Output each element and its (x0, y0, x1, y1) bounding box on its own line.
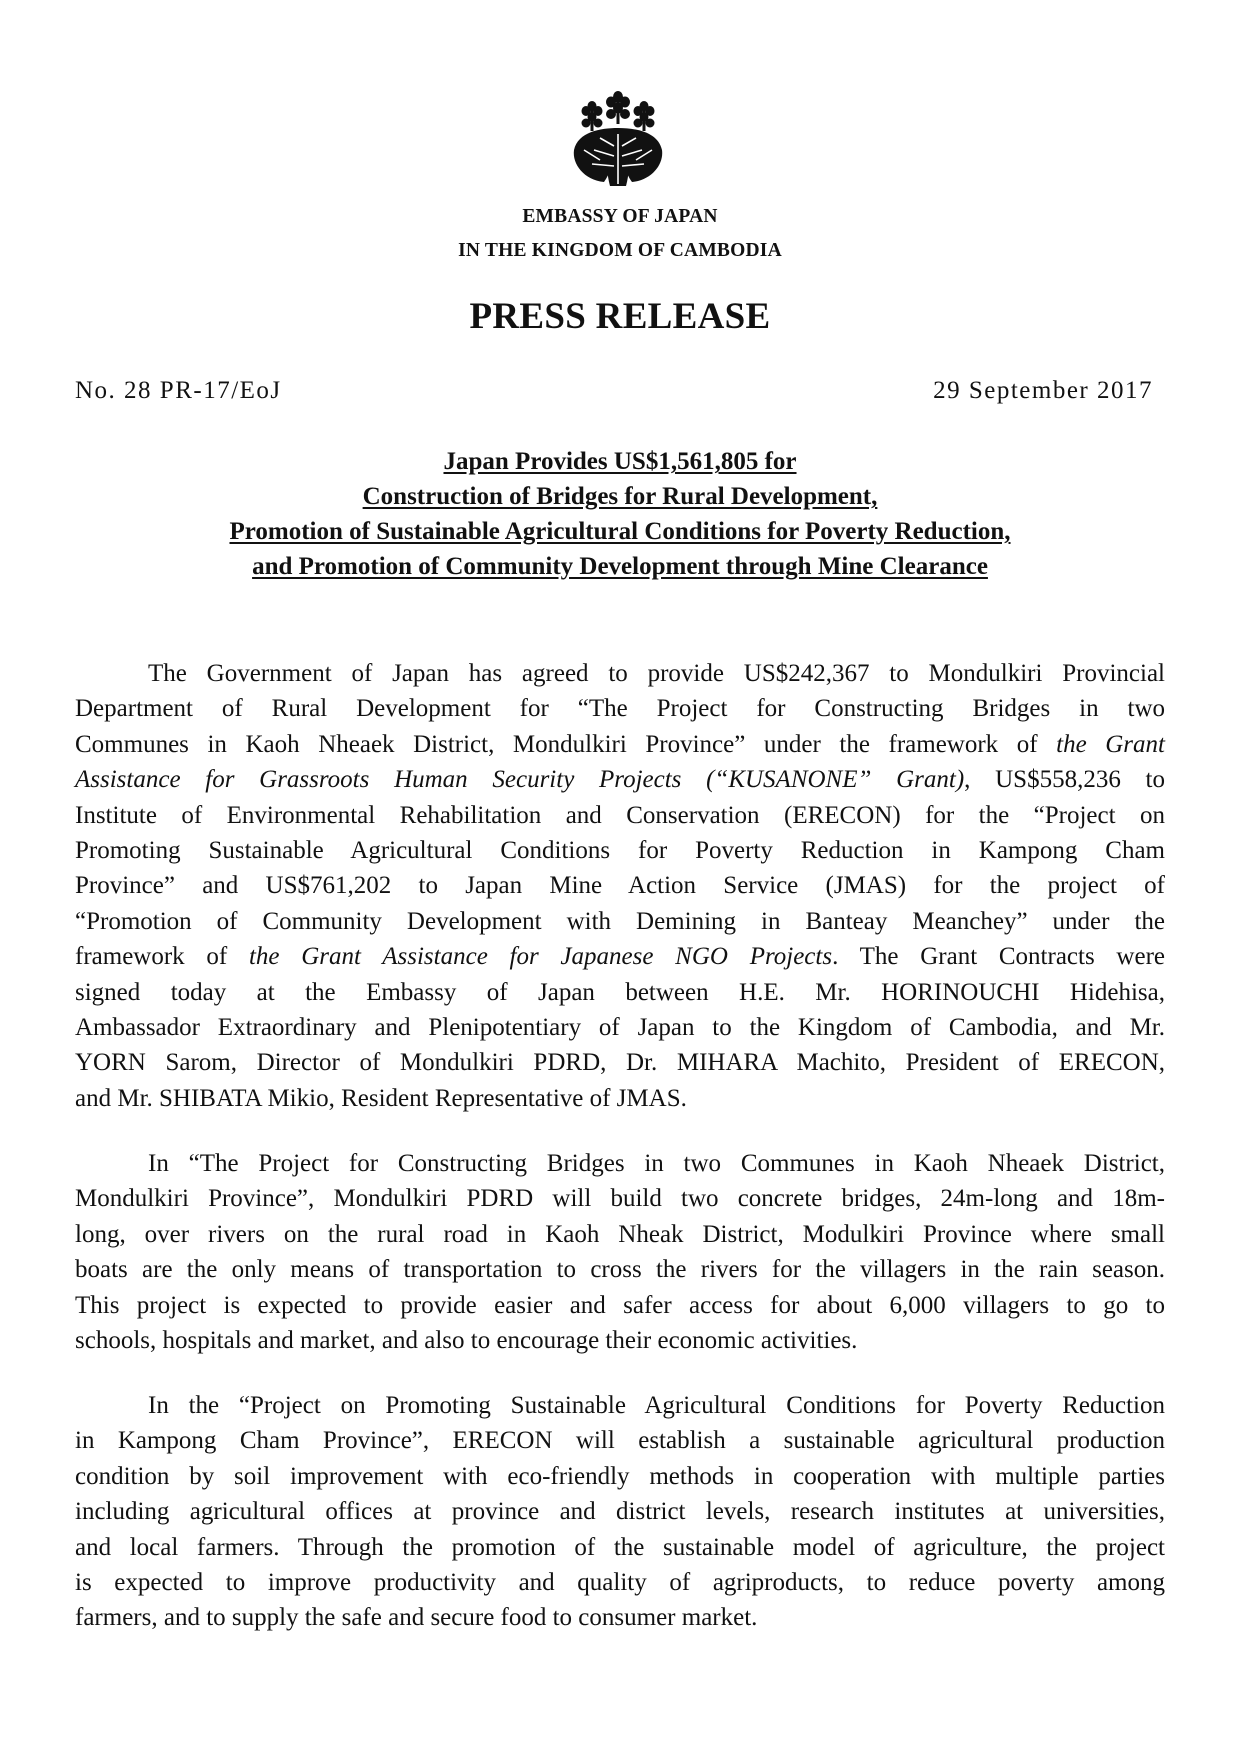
text-line (75, 939, 1165, 974)
text-line: in Kampong Cham Province”, ERECON will establish a sustainable agricultural production (75, 1427, 1165, 1455)
headline-line: and Promotion of Community Development through Mine Clearance (252, 553, 988, 580)
text-line: Mondulkiri Province”, Mondulkiri PDRD will build two concrete bridges, 24m-long and 18m- (75, 1185, 1165, 1213)
text-line: In “The Project for Constructing Bridges in two Communes in Kaoh Nheaek District, (148, 1150, 1165, 1177)
release-date: 29 September 2017 (933, 377, 1153, 404)
text-line: and local farmers. Through the promotion of the sustainable model of agriculture, the project (75, 1533, 1165, 1561)
document-title: PRESS RELEASE (469, 296, 771, 337)
italic-segment: the Grant Assistance for Japanese NGO Projects (248, 943, 833, 971)
text-segment: , US$558,236 to (964, 766, 1165, 794)
text-line: long, over rivers on the rural road in Kaoh Nheak District, Modulkiri Province where small (75, 1220, 1165, 1248)
text-line: Department of Rural Development for “The Project for Constructing Bridges in two (75, 695, 1165, 723)
italic-segment: the Grant (1056, 730, 1165, 758)
text-line: Ambassador Extraordinary and Plenipotentiary of Japan to the Kingdom of Cambodia, and Mr. (75, 1013, 1165, 1041)
text-line: is expected to improve productivity and quality of agriproducts, to reduce poverty among (75, 1568, 1165, 1596)
text-segment: Communes in Kaoh Nheaek District, Mondulkiri Province” under the framework of (75, 730, 1057, 758)
text-line: “Promotion of Community Development with Demining in Banteay Meanchey” under the (75, 907, 1165, 935)
text-line (75, 762, 1165, 797)
text-line: condition by soil improvement with eco-friendly methods in cooperation with multiple parties (75, 1462, 1165, 1490)
text-segment: . The Grant Contracts were (832, 943, 1165, 971)
paragraph-3 (75, 1388, 1165, 1636)
text-line: Province” and US$761,202 to Japan Mine Action Service (JMAS) for the project of (75, 872, 1165, 900)
headline-line: Japan Provides US$1,561,805 for (443, 448, 797, 475)
headline (0, 444, 1240, 584)
text-line: The Government of Japan has agreed to provide US$242,367 to Mondulkiri Provincial (148, 660, 1165, 687)
release-number: No. 28 PR-17/EoJ (75, 377, 282, 404)
paulownia-crest-icon (570, 88, 666, 188)
text-line (75, 727, 1165, 762)
text-line: including agricultural offices at province and district levels, research institutes at universities, (75, 1498, 1165, 1526)
text-line: signed today at the Embassy of Japan between H.E. Mr. HORINOUCHI Hidehisa, (75, 978, 1165, 1006)
headline-line: Construction of Bridges for Rural Development, (362, 483, 878, 510)
text-segment: framework of (75, 943, 249, 971)
text-line: Promoting Sustainable Agricultural Conditions for Poverty Reduction in Kampong Cham (75, 836, 1165, 864)
text-line: In the “Project on Promoting Sustainable Agricultural Conditions for Poverty Reduction (148, 1392, 1165, 1419)
text-line: and Mr. SHIBATA Mikio, Resident Representative of JMAS. (75, 1084, 687, 1112)
text-line: schools, hospitals and market, and also to encourage their economic activities. (75, 1326, 858, 1354)
text-line: farmers, and to supply the safe and secure food to consumer market. (75, 1604, 758, 1632)
paragraph-2 (75, 1146, 1165, 1358)
text-line: YORN Sarom, Director of Mondulkiri PDRD, Dr. MIHARA Machito, President of ERECON, (75, 1049, 1165, 1077)
paragraph-1 (75, 656, 1165, 1116)
embassy-location: IN THE KINGDOM OF CAMBODIA (458, 240, 782, 261)
headline-line: Promotion of Sustainable Agricultural Conditions for Poverty Reduction, (229, 518, 1011, 545)
text-line: This project is expected to provide easier and safer access for about 6,000 villagers to go to (75, 1291, 1165, 1319)
italic-segment: Assistance for Grassroots Human Security Projects (“KUSANONE” Grant) (75, 766, 965, 794)
embassy-name: EMBASSY OF JAPAN (522, 206, 718, 227)
text-line: Institute of Environmental Rehabilitation and Conservation (ERECON) for the “Project on (75, 801, 1165, 829)
text-line: boats are the only means of transportation to cross the rivers for the villagers in the rain season. (75, 1256, 1165, 1284)
